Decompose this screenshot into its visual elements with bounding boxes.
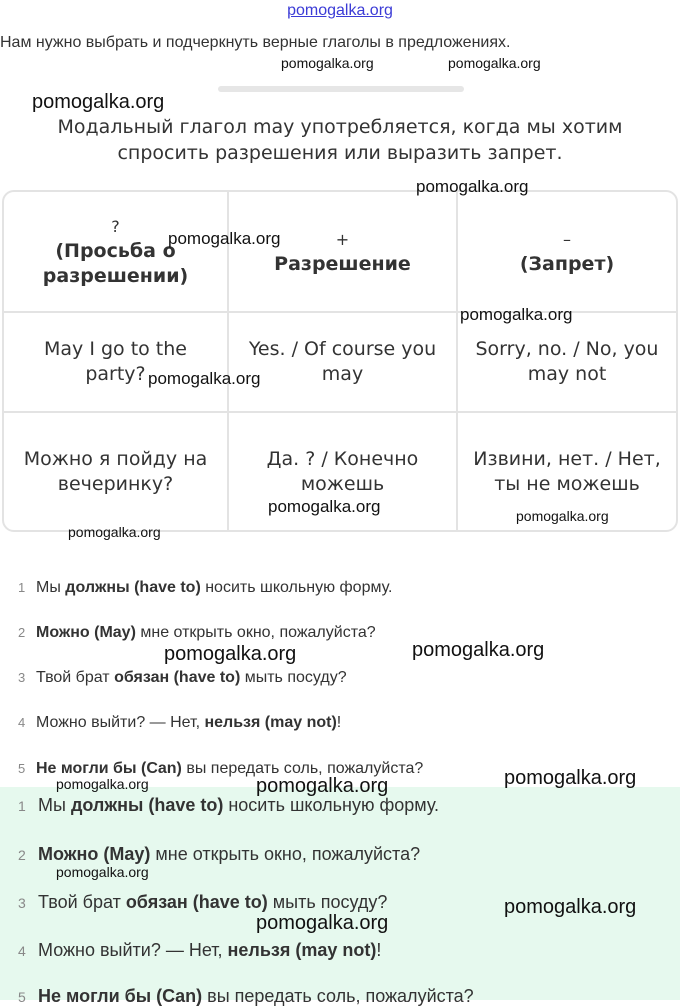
watermark: pomogalka.org bbox=[504, 896, 637, 918]
item-number: 5 bbox=[18, 989, 26, 1005]
modal-verb-table bbox=[2, 190, 678, 532]
watermark: pomogalka.org bbox=[504, 767, 637, 789]
divider bbox=[218, 86, 464, 92]
table-header-cell bbox=[229, 192, 458, 313]
intro-text: Нам нужно выбрать и подчеркнуть верные глаголы в предложениях. bbox=[0, 34, 511, 51]
watermark: pomogalka.org bbox=[412, 639, 545, 661]
item-number: 5 bbox=[18, 761, 26, 776]
minus-symbol: – bbox=[562, 229, 571, 249]
text: Мы bbox=[38, 795, 71, 815]
plus-symbol: + bbox=[335, 229, 350, 249]
watermark: pomogalka.org bbox=[268, 497, 381, 516]
list-item bbox=[18, 986, 474, 1007]
text: Можно выйти? — Нет, bbox=[38, 940, 228, 960]
list-item bbox=[18, 892, 387, 913]
text: носить школьную форму. bbox=[223, 795, 440, 815]
site-link[interactable]: pomogalka.org bbox=[287, 2, 393, 19]
item-number: 2 bbox=[18, 847, 26, 863]
table-cell: May I go to the party? bbox=[4, 313, 229, 413]
table-cell: Извини, нет. / Нет, ты не можешь bbox=[473, 447, 661, 495]
item-number: 3 bbox=[18, 670, 26, 685]
table-cell: Можно я пойду на вечеринку? bbox=[4, 413, 229, 530]
text: мне открыть окно, пожалуйста? bbox=[135, 624, 376, 641]
list-item bbox=[18, 795, 439, 816]
item-number: 3 bbox=[18, 895, 26, 911]
watermark: pomogalka.org bbox=[416, 177, 529, 196]
item-number: 1 bbox=[18, 798, 26, 814]
answer: Можно (May) bbox=[36, 624, 136, 641]
text: мне открыть окно, пожалуйста? bbox=[150, 844, 421, 864]
rule-line: Модальный глагол may употребляется, когда мы хотим bbox=[57, 116, 623, 138]
item-number: 1 bbox=[18, 580, 26, 595]
list-item bbox=[18, 669, 347, 687]
item-number: 4 bbox=[18, 943, 26, 959]
text: вы передать соль, пожалуйста? bbox=[181, 760, 424, 777]
item-number: 2 bbox=[18, 625, 26, 640]
list-item bbox=[18, 940, 381, 961]
question-symbol: ? bbox=[111, 217, 120, 236]
watermark: pomogalka.org bbox=[56, 864, 149, 880]
table-cell: Sorry, no. / No, you may not bbox=[458, 313, 676, 413]
text: Мы bbox=[36, 579, 66, 596]
list-item bbox=[18, 714, 341, 732]
table-header-cell bbox=[4, 192, 229, 313]
answer: должны (have to) bbox=[70, 795, 224, 815]
header-label: (Запрет) bbox=[519, 252, 615, 275]
item-number: 4 bbox=[18, 715, 26, 730]
text: ! bbox=[376, 940, 382, 960]
answer: обязан (have to) bbox=[114, 669, 241, 686]
text: мыть посуду? bbox=[240, 669, 347, 686]
table-cell: Yes. / Of course you may bbox=[229, 313, 458, 413]
text: мыть посуду? bbox=[267, 892, 388, 912]
text: носить школьную форму. bbox=[200, 579, 393, 596]
watermark: pomogalka.org bbox=[164, 643, 297, 665]
answer: Не могли бы (Can) bbox=[38, 986, 203, 1006]
answer: Можно (May) bbox=[38, 844, 151, 864]
rule-text bbox=[0, 114, 680, 166]
text: вы передать соль, пожалуйста? bbox=[202, 986, 474, 1006]
watermark: pomogalka.org bbox=[68, 524, 161, 540]
watermark: pomogalka.org bbox=[148, 369, 261, 388]
watermark: pomogalka.org bbox=[256, 912, 389, 934]
watermark: pomogalka.org bbox=[448, 55, 541, 71]
table-header-cell bbox=[458, 192, 676, 313]
list-item bbox=[18, 579, 393, 597]
text: Твой брат bbox=[38, 892, 126, 912]
header-label: Разрешение bbox=[274, 252, 411, 275]
watermark: pomogalka.org bbox=[516, 508, 609, 524]
watermark: pomogalka.org bbox=[256, 775, 389, 797]
answer: обязан (have to) bbox=[125, 892, 268, 912]
text: ! bbox=[336, 714, 342, 731]
header-label: (Просьба о разрешении) bbox=[42, 240, 189, 287]
watermark: pomogalka.org bbox=[32, 91, 165, 113]
answer: Не могли бы (Can) bbox=[36, 760, 182, 777]
watermark: pomogalka.org bbox=[56, 776, 149, 792]
list-item bbox=[18, 844, 420, 865]
text: Можно выйти? — Нет, bbox=[36, 714, 205, 731]
answer: нельзя (may not) bbox=[204, 714, 337, 731]
list-item bbox=[18, 624, 376, 642]
rule-line: спросить разрешения или выразить запрет. bbox=[117, 142, 563, 164]
text: Твой брат bbox=[36, 669, 115, 686]
watermark: pomogalka.org bbox=[281, 55, 374, 71]
answer: нельзя (may not) bbox=[227, 940, 377, 960]
watermark: pomogalka.org bbox=[460, 305, 573, 324]
answer: должны (have to) bbox=[65, 579, 201, 596]
table-cell: Да. ? / Конечно можешь bbox=[229, 413, 458, 530]
watermark: pomogalka.org bbox=[168, 229, 281, 248]
